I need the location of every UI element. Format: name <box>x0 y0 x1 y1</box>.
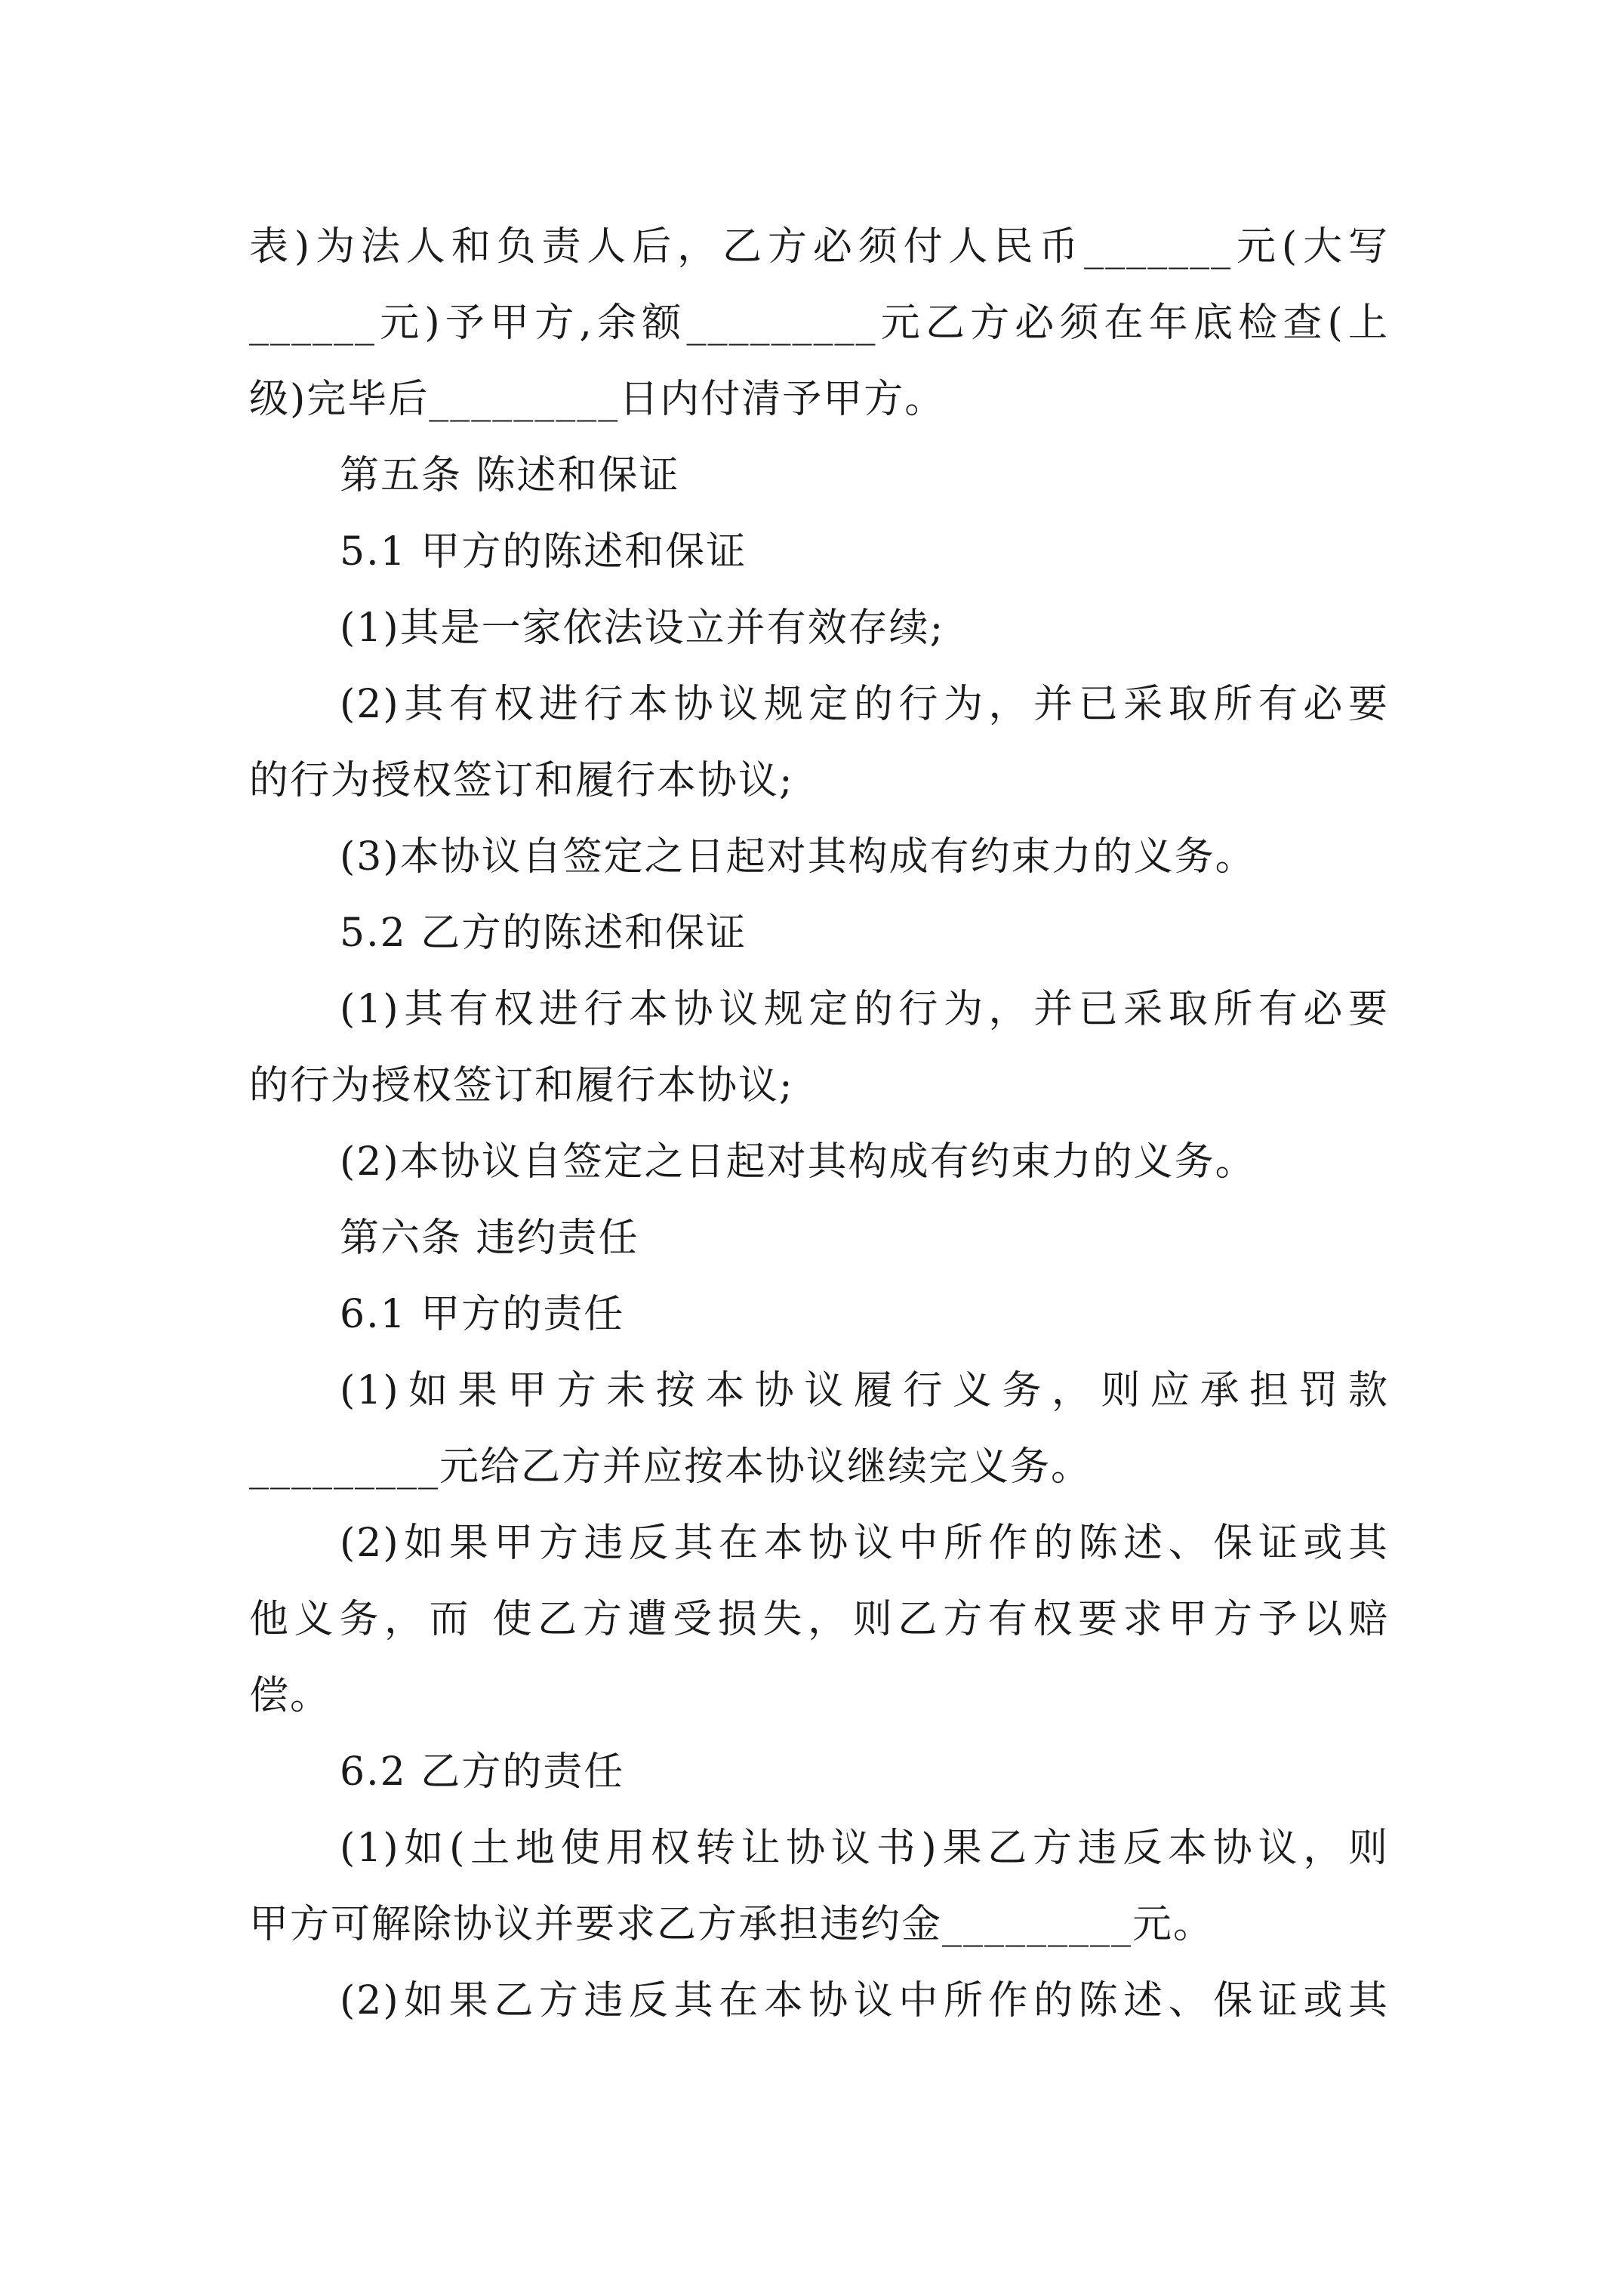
heading-article-6: 第六条 违约责任 <box>340 1216 639 1261</box>
heading-section-6-2: 6.2 乙方的责任 <box>340 1749 625 1795</box>
heading-section-6-1: 6.1 甲方的责任 <box>340 1292 625 1337</box>
text-line-6-2-item-1-cont: 甲方可解除协议并要求乙方承担违约金_________元。 <box>249 1902 1215 1947</box>
heading-article-5: 第五条 陈述和保证 <box>340 453 680 498</box>
text-line-payment-clause: 表)为法人和负责人后，乙方必须付人民币_______元(大写 <box>249 224 1389 270</box>
text-line-5-2-item-2: (2)本协议自签定之日起对其构成有约束力的义务。 <box>340 1139 1256 1185</box>
text-line-5-2-item-1-cont: 的行为授权签订和履行本协议; <box>249 1063 794 1108</box>
text-line-5-1-item-1: (1)其是一家依法设立并有效存续; <box>340 606 945 651</box>
text-line-5-1-item-2: (2)其有权进行本协议规定的行为，并已采取所有必要 <box>340 682 1389 727</box>
text-line-5-1-item-3: (3)本协议自签定之日起对其构成有约束力的义务。 <box>340 834 1256 880</box>
text-line-6-1-item-1: (1)如果甲方未按本协议履行义务，则应承担罚款 <box>340 1368 1389 1413</box>
text-line-5-2-item-1: (1)其有权进行本协议规定的行为，并已采取所有必要 <box>340 987 1389 1032</box>
text-line-6-2-item-1: (1)如(土地使用权转让协议书)果乙方违反本协议，则 <box>340 1826 1389 1871</box>
text-line-6-1-item-2-cont: 他义务，而 使乙方遭受损失，则乙方有权要求甲方予以赔 <box>249 1597 1389 1642</box>
heading-section-5-2: 5.2 乙方的陈述和保证 <box>340 911 747 956</box>
text-line-5-1-item-2-cont: 的行为授权签订和履行本协议; <box>249 758 794 803</box>
text-line-payment-deadline: 级)完毕后_________日内付清予甲方。 <box>249 377 946 422</box>
heading-section-5-1: 5.1 甲方的陈述和保证 <box>340 529 747 575</box>
text-line-balance-clause: ______元)予甲方,余额_________元乙方必须在年底检查(上 <box>249 300 1389 346</box>
text-line-6-1-item-1-cont: _________元给乙方并应按本协议继续完义务。 <box>249 1444 1092 1490</box>
text-line-6-1-item-2-end: 偿。 <box>249 1673 331 1718</box>
text-line-6-2-item-2: (2)如果乙方违反其在本协议中所作的陈述、保证或其 <box>340 1978 1389 2023</box>
text-line-6-1-item-2: (2)如果甲方违反其在本协议中所作的陈述、保证或其 <box>340 1521 1389 1566</box>
